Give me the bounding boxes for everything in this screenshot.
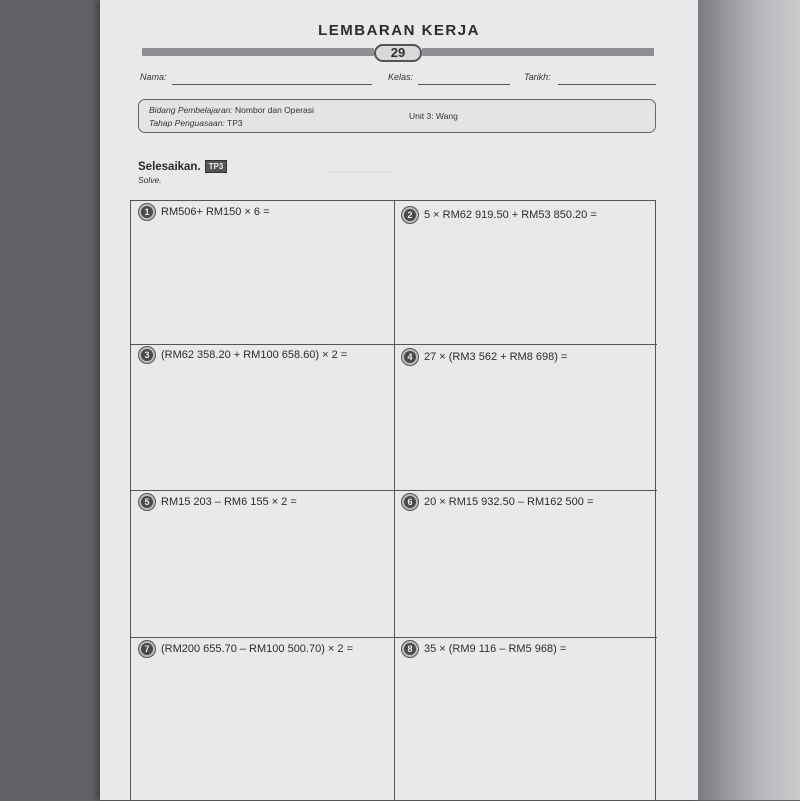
question-text: 5 × RM62 919.50 + RM53 850.20 = [424,209,597,221]
question-number-badge: 6 [402,494,418,510]
title-bar-left [142,48,374,56]
question-6 [402,494,593,510]
question-text: 27 × (RM3 562 + RM8 698) = [424,351,568,363]
tahap-label: Tahap Penguasaan: [149,118,225,128]
tarikh-label: Tarikh: [524,72,551,82]
nama-label: Nama: [140,72,167,82]
question-number-badge: 3 [139,347,155,363]
grid-divider-row-1 [131,344,657,345]
bleed-through-text: ____________ [330,162,391,172]
tp3-badge: TP3 [205,160,228,173]
tahap-row [149,118,243,128]
question-2 [402,207,597,223]
question-number-badge: 7 [139,641,155,657]
instruction-malay [138,160,227,173]
worksheet-title: LEMBARAN KERJA [318,22,480,39]
question-number-badge: 1 [139,204,155,220]
title-bar-right [422,48,654,56]
question-text: 20 × RM15 932.50 – RM162 500 = [424,496,594,508]
bidang-label: Bidang Pembelajaran: [149,105,233,115]
question-number-badge: 4 [402,349,418,365]
sheet-number-badge: 29 [374,44,422,62]
question-number-badge: 8 [402,641,418,657]
info-box [138,99,656,133]
instruction-text: Selesaikan. [138,161,201,173]
question-text: (RM200 655.70 – RM100 500.70) × 2 = [161,643,354,655]
question-text: (RM62 358.20 + RM100 658.60) × 2 = [161,349,348,361]
nama-line [172,84,372,85]
question-text: 35 × (RM9 116 – RM5 968) = [424,643,567,655]
question-8 [402,641,566,657]
tarikh-line [558,84,656,85]
bidang-row [149,105,314,115]
grid-divider-row-3 [131,637,657,638]
kelas-line [418,84,510,85]
question-3 [139,347,347,363]
answer-grid [130,200,656,800]
question-text: RM506+ RM150 × 6 = [161,206,270,218]
question-text: RM15 203 – RM6 155 × 2 = [161,496,297,508]
question-4 [402,349,567,365]
page-shadow-right [698,0,800,800]
kelas-label: Kelas: [388,72,414,82]
worksheet-page [100,0,698,800]
question-5 [139,494,297,510]
grid-divider-vertical [394,201,395,801]
question-number-badge: 5 [139,494,155,510]
unit-label: Unit 3: Wang [409,111,458,121]
question-7 [139,641,353,657]
tahap-value: TP3 [227,118,243,128]
bidang-value: Nombor dan Operasi [235,105,314,115]
instruction-english: Solve. [138,175,162,185]
question-1 [139,204,270,220]
question-number-badge: 2 [402,207,418,223]
grid-divider-row-2 [131,490,657,491]
